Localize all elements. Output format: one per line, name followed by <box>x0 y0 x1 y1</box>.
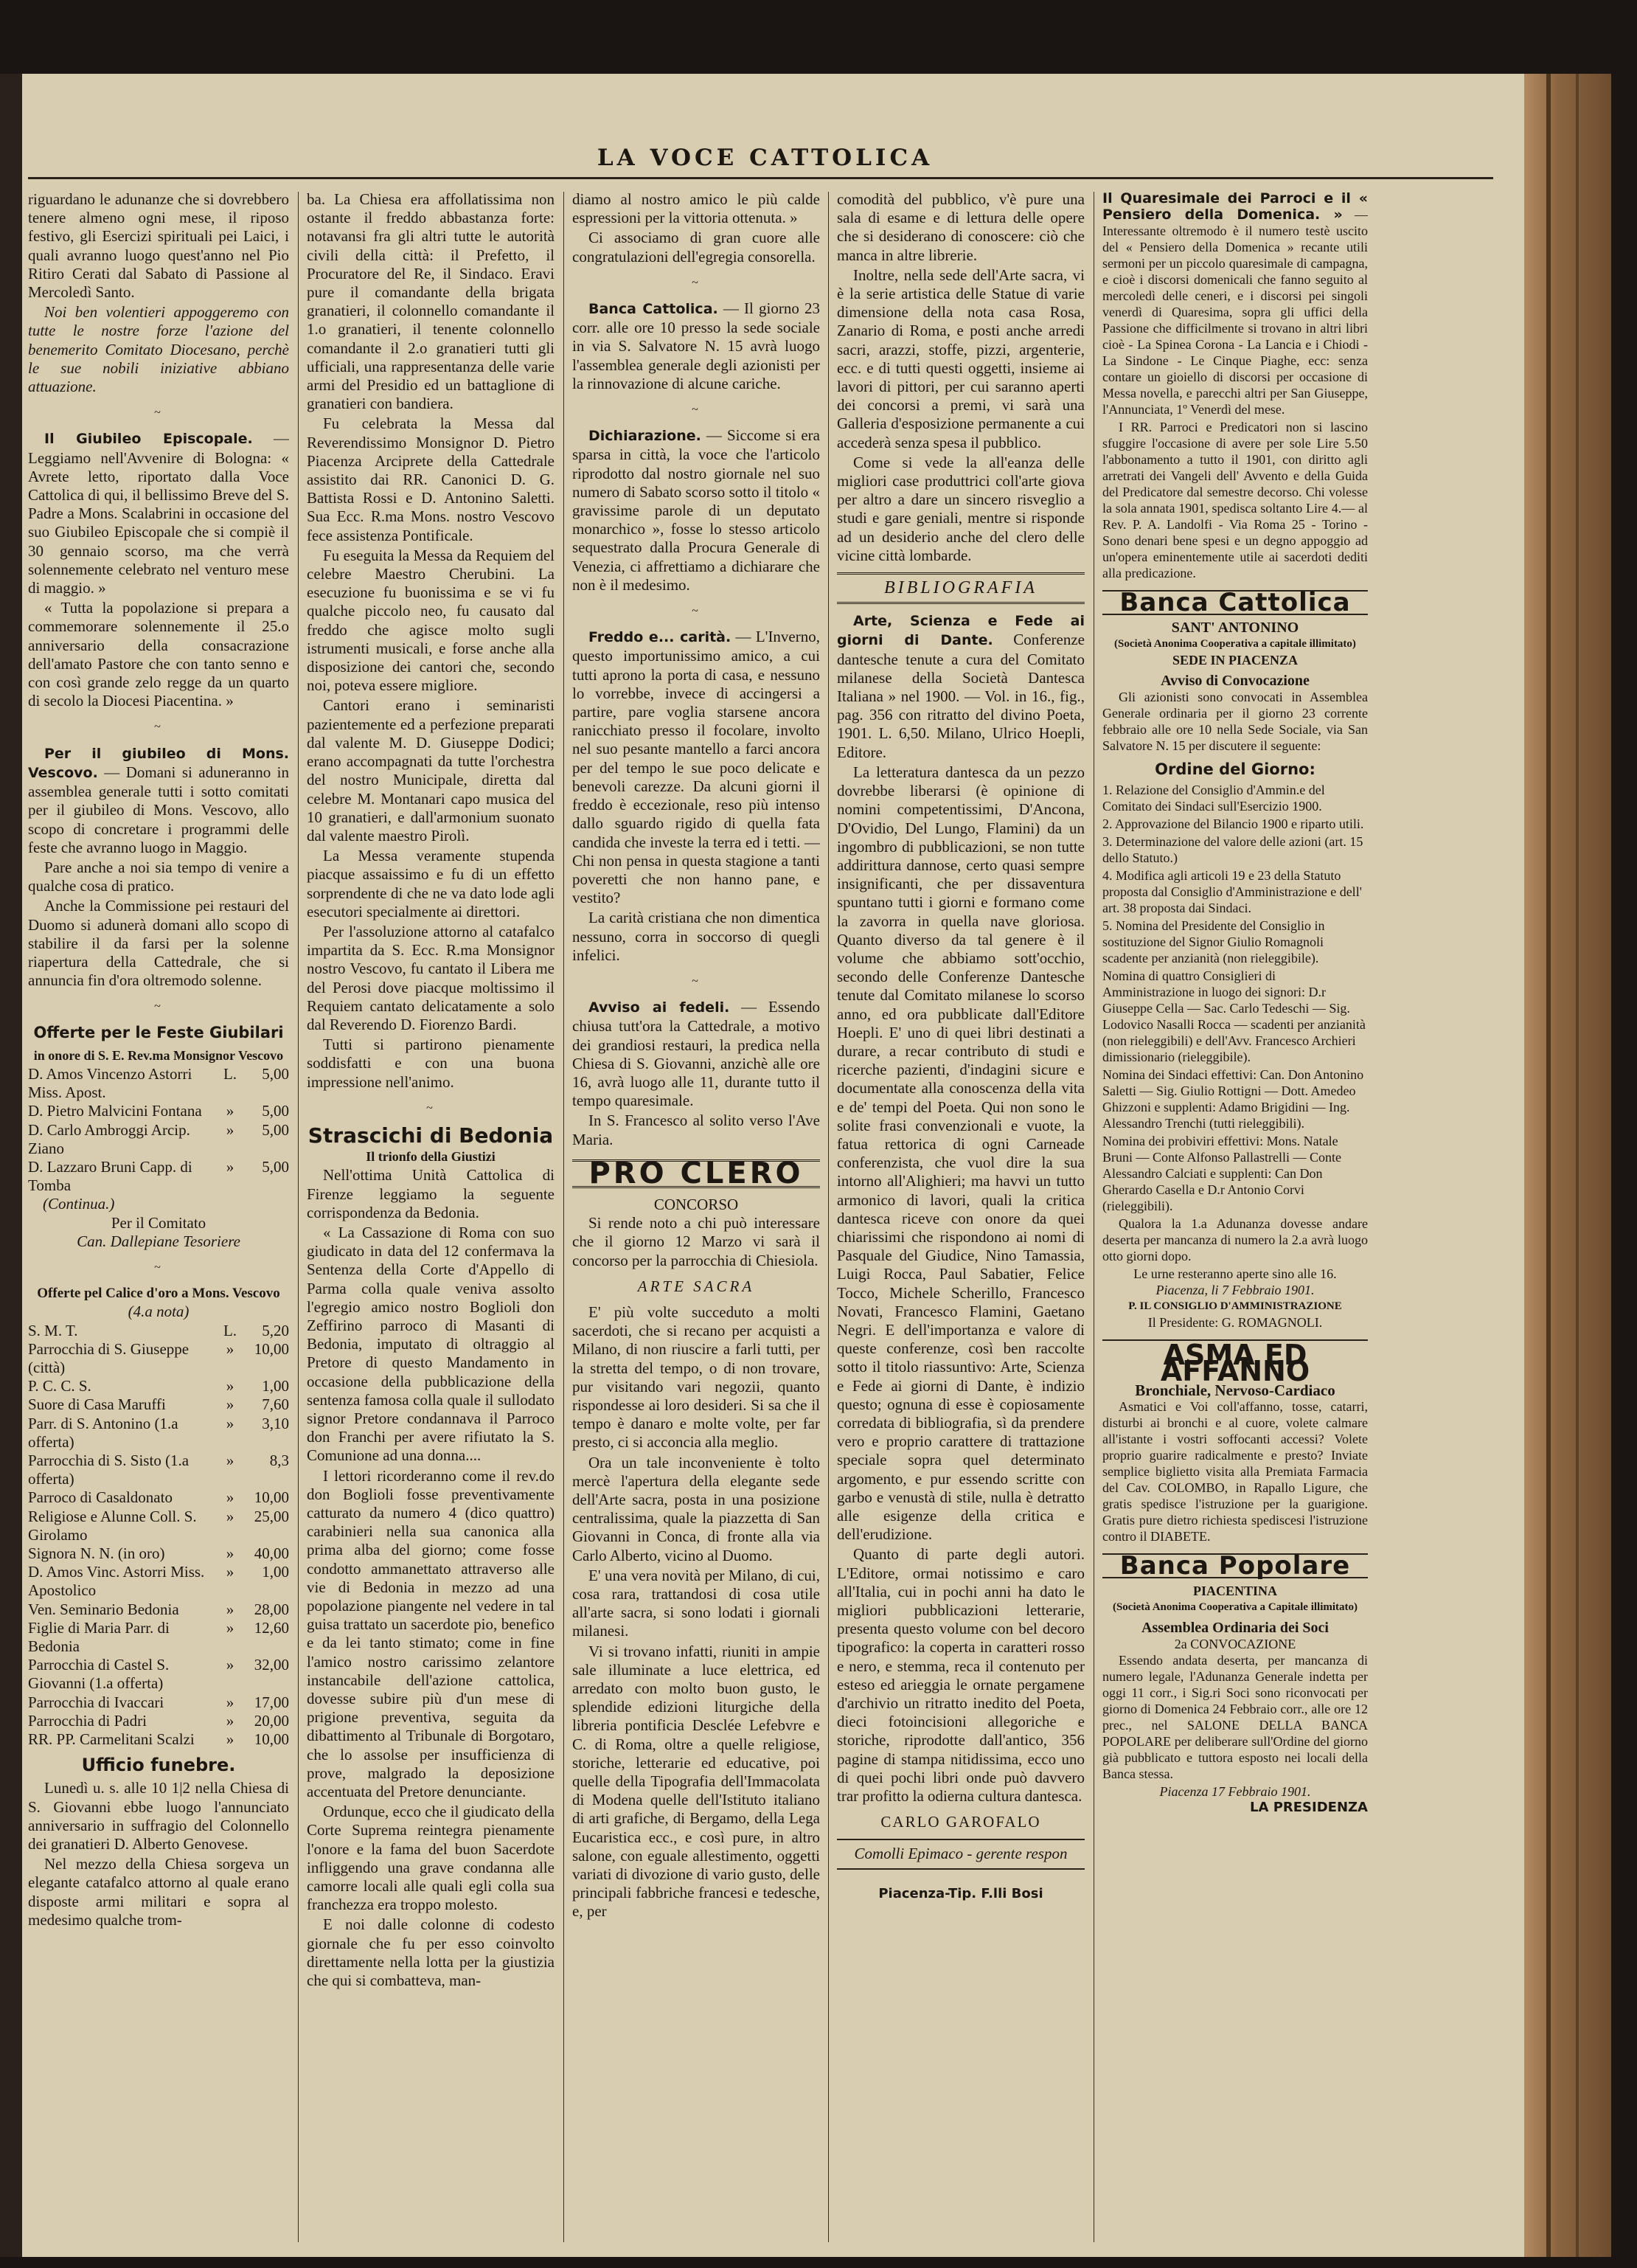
continued-note: (Continua.) <box>43 1195 115 1213</box>
donation-row <box>28 1563 289 1600</box>
amount: 12,60 <box>254 1618 289 1637</box>
paragraph: Essendo andata deserta, per mancanza di numero legale, l'Adunanza Generale indetta per oggi 11 corr., i Sig.ri Soci sono riconvocati per giorno di Domenica 24 Febbraio corr., alle ore 12 prec., nel SALONE DELLA BANCA POPOLARE per deliberare sull'Ordine del giorno già pubblicato e tuttora esposto nei locali della Banca stessa. <box>1102 1653 1368 1781</box>
paragraph: I lettori ricorderanno come il rev.do don Boglioli fosse preventivamente catturato da numero 4 (dico quattro) carabinieri nella sua canonica alla prima alba del giorno; come fosse condotto ammanettato attraverso alle vie di Bedonia in mezzo ad una popolazione piangente nel vedere in tal guisa trattato un sacerdote pio, benefico e da lei tanto stimato; come in fine l'amico nostro carissimo zelantore instancabile dell'azione cattolica, dovesse subire più d'un mese di prigione preventiva, seguita da dibattimento al Tribunale di Borgotaro, che lo assolse per insufficienza di prove, malgrado la deposizione accentuata del Pretore denunciante. <box>307 1466 555 1801</box>
amount: 10,00 <box>254 1488 289 1507</box>
currency: » <box>226 1656 234 1674</box>
amount: 1,00 <box>262 1377 289 1395</box>
paragraph: riguardano le adunanze che si dovrebbero tenere almeno ogni mese, il riposo festivo, gli Esercizi spirituali pei Laici, i quali avranno luogo quest'anno nel Pio Ritiro Cerati dal Sabato di Passione al Mercoledì Santo. <box>28 190 289 302</box>
currency: » <box>226 1488 234 1507</box>
paragraph: La Messa veramente stupenda piacque assaissimo e fu di un effetto sorprendente di che ne va dato lode agli esecutori specialmente ai direttori. <box>307 847 555 920</box>
binding-spine <box>1524 74 1611 2257</box>
section-banner: BIBLIOGRAFIA <box>837 572 1085 604</box>
paragraph: Come si vede la all'eanza delle migliori case produttrici coll'arte giova per altro a dare un sincero risveglio a studi e gare geniali, mentre si risponde ad un desiderio anche del clero delle vicine città lombarde. <box>837 453 1085 564</box>
donor-name: Suore di Casa Maruffi <box>28 1395 166 1414</box>
donor-name: Figlie di Maria Parr. di Bedonia <box>28 1618 170 1656</box>
donor-name: Parrocchia di S. Giuseppe (città) <box>28 1339 190 1376</box>
currency: » <box>226 1507 234 1525</box>
donation-row <box>28 1712 289 1730</box>
donation-row <box>28 1544 289 1563</box>
article-text: — Leggiamo nell'Avvenire di Bologna: « Avrete letto, riportato dalla Voce Cattolica di qui, il bellissimo Breve del S. Padre a Mons. Scalabrini in occasione del suo Giubileo Episcopale che si compiè il 30 gennaio scorso, ma che verrà solennemente celebrato nel venturo mese di maggio. » <box>28 429 289 597</box>
donation-list <box>28 1065 289 1195</box>
separator: ~ <box>154 1260 163 1274</box>
agenda-item: 1. Relazione del Consiglio d'Ammin.e del Comitato dei Sindaci sull'Esercizio 1900. <box>1102 783 1325 814</box>
ad-heading: Assemblea Ordinaria dei Soci <box>1141 1620 1329 1636</box>
article-title: Strascichi di Bedonia <box>307 1123 554 1148</box>
donation-row <box>28 1102 289 1120</box>
paragraph: Quanto di parte degli autori. L'Editore, ormai notissimo e caro all'Italia, cui in pochi anni ha dato le migliori pubblicazioni letterarie, presenta questo volume con bel decoro tipografico: la coperta in caratteri rosso e nero, e stemma, reca il contenuto per esteso ed arieggia le ornate pergamene d'archivio un ritratto inedito del Poeta, dieci fotoincisioni allegoriche e storiche, riprodotte dall'antico, 356 pagine di stampa nitidissima, ecco uno di quei pochi libri onde può davvero trar profitto la odierna cultura dantesca. <box>837 1545 1085 1806</box>
currency: » <box>226 1395 234 1414</box>
amount: 5,00 <box>262 1064 289 1083</box>
author-signature: CARLO GAROFALO <box>880 1813 1041 1831</box>
currency: » <box>226 1339 234 1358</box>
currency: » <box>226 1711 234 1730</box>
donor-name: Parrocchia di Castel S. Giovanni (1.a offerta) <box>28 1656 170 1693</box>
article-text: Conferenze dantesche tenute a cura del Comitato milanese della Società Dantesca Italiana » nel 1900. — Vol. in 16., fig., pag. 356 con ritratto del divino Poeta, 1901. L. 6,50. Milano, Ulrico Hoepli, Editore. <box>837 631 1085 761</box>
paragraph: Nell'ottima Unità Cattolica di Firenze leggiamo la seguente corrispondenza da Bedonia. <box>307 1166 555 1221</box>
agenda-item: Nomina dei Sindaci effettivi: Can. Don Antonino Saletti — Sig. Giulio Rottigni — Dott. Amedeo Ghizzoni e supplenti: Adamo Brigidini — Ing. Alessandro Trenchi (tutti rieleggibili). <box>1102 1067 1364 1131</box>
paragraph: Inoltre, nella sede dell'Arte sacra, vi è la serie artistica delle Statue di varie dimensione della nota casa Rosa, Zanario di Roma, e posti anche arredi sacri, arazzi, stoffe, pizzi, argenterie, ecc. e di tutti questi oggetti, insieme ai lavori di pittori, per cui saranno aperti dei concorsi a premi, vi sarà una Galleria d'esposizione permanente a cui accederà senza spesa il pubblico. <box>837 266 1085 451</box>
donation-row <box>28 1730 289 1749</box>
currency: L. <box>223 1321 237 1339</box>
article-title: Freddo e... carità. <box>588 629 731 646</box>
amount: 1,00 <box>262 1563 289 1581</box>
separator: ~ <box>426 1101 435 1114</box>
paragraph: Anche la Commissione pei restauri del Duomo si adunerà domani allo scopo di stabilire il da farsi per la solenne riapertura della Cattedrale, che si annuncia fin d'ora oltremodo solenne. <box>28 897 289 990</box>
agenda-list <box>1102 782 1368 1214</box>
committee-label: Per il Comitato <box>111 1213 206 1232</box>
article-text: — Essendo chiusa tutt'ora la Cattedrale, a motivo dei grandiosi restauri, la predica nella Chiesa di S. Giovanni, anzichè alle ore 16, avrà luogo alle 11, durante tutto il tempo quaresimale. <box>572 998 820 1110</box>
article-title: Il Giubileo Episcopale. <box>44 431 253 448</box>
paragraph: Gli azionisti sono convocati in Assemblea Generale ordinaria per il giorno 23 corrente febbraio alle ore 10 nella Sede Sociale, via San Salvatore N. 15 per discutere il seguente: <box>1102 690 1368 753</box>
ad-title: ASMA ED AFFANNO <box>1102 1339 1368 1379</box>
amount: 17,00 <box>254 1693 289 1711</box>
donor-name: Parrocchia di Ivaccari <box>28 1693 164 1711</box>
donation-row <box>28 1322 289 1340</box>
donor-name: Parr. di S. Antonino (1.a offerta) <box>28 1414 178 1451</box>
paragraph: Qualora la 1.a Adunanza dovesse andare deserta per mancanza di numero la 2.a avrà luogo otto giorni dopo. <box>1102 1216 1368 1263</box>
article-title: Avviso ai fedeli. <box>588 999 730 1016</box>
agenda-item: Nomina di quattro Consiglieri di Amministrazione in luogo dei signori: D.r Giuseppe Cella — Sac. Carlo Tedeschi — Sig. Lodovico Nasalli Rocca — scadenti per anzianità (non rieleggibili) e dell'Avv. Francesco Archieri dimissionario (rieleggibile). <box>1102 968 1366 1064</box>
currency: » <box>226 1693 234 1711</box>
donation-row <box>28 1065 289 1102</box>
column-rule <box>298 192 299 2242</box>
donor-name: P. C. C. S. <box>28 1377 91 1395</box>
ad-subtitle: PIACENTINA <box>1192 1584 1277 1598</box>
donation-row <box>28 1415 289 1452</box>
currency: » <box>226 1414 234 1432</box>
agenda-title: Ordine del Giorno: <box>1155 760 1315 778</box>
column-rule <box>563 192 564 2242</box>
newspaper-page <box>15 74 1611 2257</box>
date-line: Piacenza 17 Febbraio 1901. <box>1159 1784 1311 1799</box>
donor-name: D. Pietro Malvicini Fontana <box>28 1102 202 1120</box>
paragraph: Fu celebrata la Messa dal Reverendissimo Monsignor D. Pietro Piacenza Arciprete della Cattedrale assistito dai RR. Canonici D. G. Battista Rossi e D. Antonino Saletti. Sua Ecc. R.ma Mons. nostro Vescovo fece assistenza Pontificale. <box>307 415 555 544</box>
article-title: Per il giubileo di Mons. Vescovo. <box>28 745 289 781</box>
article-title: Dichiarazione. <box>588 428 701 445</box>
date-line: Piacenza, li 7 Febbraio 1901. <box>1155 1283 1315 1297</box>
amount: 10,00 <box>254 1730 289 1749</box>
amount: 10,00 <box>254 1339 289 1358</box>
amount: 25,00 <box>254 1507 289 1525</box>
donation-row <box>28 1508 289 1544</box>
paragraph: Le urne resteranno aperte sino alle 16. <box>1133 1266 1337 1281</box>
paragraph: E' una vera novità per Milano, di cui, cosa rara, trattandosi di cosa utile all'arte sacra, si sono lodati i giornali milanesi. <box>572 1566 820 1640</box>
section-subtitle: ARTE SACRA <box>637 1277 755 1295</box>
separator: ~ <box>692 276 701 289</box>
masthead: LA VOCE CATTOLICA <box>597 145 934 171</box>
currency: » <box>226 1452 234 1469</box>
article-title: Ufficio funebre. <box>81 1755 236 1776</box>
donor-name: D. Carlo Ambroggi Arcip. Ziano <box>28 1120 190 1157</box>
donation-row <box>28 1395 289 1414</box>
donation-row <box>28 1619 289 1656</box>
paragraph: Vi si trovano infatti, riuniti in ampie sale illuminate a luce elettrica, ed arredato con molto buon gusto, le splendide edizioni liturgiche della libreria pontificia Desclée Lefebvre e C. di Roma, oltre a quelle religiose, storiche, letterarie ed educative, poi quelle della Tipografia dell'Immacolata di Modena quelle dell'Istituto italiano di arti grafiche, di Bergamo, della Lega Eucaristica ecc., e così pure, in altro salone, con eguale allestimento, oggetti variati di divozione di vario gusto, delle principali fabbriche francesi e tedesche, e, per <box>572 1642 820 1921</box>
printer-line: Piacenza-Tip. F.lli Bosi <box>878 1885 1043 1901</box>
section-subtitle: in onore di S. E. Rev.ma Monsignor Vescovo <box>33 1047 284 1063</box>
amount: 20,00 <box>254 1711 289 1730</box>
separator: ~ <box>154 406 163 420</box>
donor-name: S. M. T. <box>28 1321 78 1339</box>
currency: » <box>226 1377 234 1395</box>
section-title: Offerte pel Calice d'oro a Mons. Vescovo <box>37 1286 280 1302</box>
article-text: — Siccome si era sparsa in città, la voce che l'articolo riprodotto dal nostro giornale nel suo numero di Sabato scorso sotto il titolo « gravissime parole di un deputato monarchico », fosse lo stesso articolo sequestrato dalla Procura Generale di Venezia, ci affrettiamo a dichiarare che non è il medesimo. <box>572 426 820 594</box>
currency: » <box>226 1618 234 1637</box>
ad-subtitle: Bronchiale, Nervoso-Cardiaco <box>1135 1381 1335 1399</box>
paragraph: Per l'assoluzione attorno al catafalco impartita da S. Ecc. R.ma Monsignor nostro Vescovo, fu cantato il Libera me del Perosi dove piacque moltissimo il Requiem cantato delicatamente a solo dal Reverendo D. Fiorenzo Bardi. <box>307 922 555 1033</box>
ad-subtitle: SEDE IN PIACENZA <box>1172 653 1299 667</box>
donation-row <box>28 1656 289 1693</box>
article-title: Banca Cattolica. <box>588 301 718 318</box>
separator: ~ <box>154 1000 163 1013</box>
separator: ~ <box>692 403 701 417</box>
ad-heading: Avviso di Convocazione <box>1161 673 1310 689</box>
paragraph: Ci associamo di gran cuore alle congratulazioni dell'egregia consorella. <box>572 229 820 266</box>
ad-subtitle: 2a CONVOCAZIONE <box>1174 1637 1296 1651</box>
paragraph: diamo al nostro amico le più calde espressioni per la vittoria ottenuta. » <box>572 190 820 227</box>
donation-row <box>28 1601 289 1619</box>
ad-subtitle: SANT' ANTONINO <box>1171 620 1299 636</box>
donor-name: Religiose e Alunne Coll. S. Girolamo <box>28 1507 197 1544</box>
amount: 7,60 <box>262 1395 289 1414</box>
signature-line: Il Presidente: G. ROMAGNOLI. <box>1147 1315 1323 1330</box>
ad-subtitle: (Società Anonima Cooperativa a capitale illimitato) <box>1114 638 1356 650</box>
donor-name: Parroco di Casaldonato <box>28 1488 173 1507</box>
paragraph: comodità del pubblico, v'è pure una sala di esame e di lettura delle opere che si desiderano di conoscere: ciò che manca in altre librerie. <box>837 190 1085 264</box>
paragraph: I RR. Parroci e Predicatori non si lascino sfuggire l'occasione di avere per sole Lire 5.50 l'abbonamento a tutto il 1901, con diritto agli arretrati dei Vangeli dell' Avvento e della Guida del Predicatore dal semestre decorso. Chi volesse la sola annata 1901, spedisca soltanto Lire 4.— al Rev. P. A. Landolfi - Via Roma 25 - Torino - Sono denari bene spesi e un degno appoggio ad un'opera eminentemente utile ai sacerdoti dediti alla predicazione. <box>1102 420 1368 580</box>
donor-name: D. Amos Vinc. Astorri Miss. Apostolico <box>28 1563 205 1600</box>
amount: 32,00 <box>254 1656 289 1674</box>
amount: 28,00 <box>254 1600 289 1618</box>
donation-row <box>28 1377 289 1395</box>
column-rule <box>828 192 829 2242</box>
header-rule <box>28 177 1493 179</box>
paragraph: Si rende noto a chi può interessare che il giorno 12 Marzo vi sarà il concorso per la parrocchia di Chiesiola. <box>572 1214 820 1269</box>
section-title: Offerte per le Feste Giubilari <box>33 1023 284 1041</box>
paragraph: Tutti si partirono pienamente soddisfatti e con una buona impressione nell'animo. <box>307 1036 555 1091</box>
paragraph: Fu eseguita la Messa da Requiem del celebre Maestro Cherubini. La esecuzione fu buonissima e se vi fu qualche piccolo neo, fu causato dal freddo che agisce molto sugli istrumenti musicali, e forse anche alla disposizione dei cantori che, secondo noi, poteva essere migliore. <box>307 546 555 695</box>
ad-subtitle: (Società Anonima Cooperativa a Capitale illimitato) <box>1112 1601 1358 1613</box>
currency: » <box>226 1730 234 1749</box>
article-title: Arte, Scienza e Fede ai giorni di Dante. <box>837 613 1085 649</box>
signature-line: P. IL CONSIGLIO D'AMMINISTRAZIONE <box>1128 1300 1342 1312</box>
donor-name: Parrocchia di Padri <box>28 1711 147 1730</box>
column-5 <box>1102 190 1368 2255</box>
currency: » <box>226 1544 234 1563</box>
currency: L. <box>223 1064 237 1083</box>
agenda-item: 3. Determinazione del valore delle azioni (art. 15 dello Statuto.) <box>1102 834 1363 865</box>
paragraph: Pare anche a noi sia tempo di venire a qualche cosa di pratico. <box>28 858 289 895</box>
article-text: — Domani si aduneranno in assemblea generale tutti i sotto comitati per il giubileo di Mons. Vescovo, allo scopo di concretare i programmi delle feste che avranno luogo in Maggio. <box>28 763 289 856</box>
donor-name: Parrocchia di S. Sisto (1.a offerta) <box>28 1452 190 1488</box>
currency: » <box>226 1563 234 1581</box>
paragraph: La letteratura dantesca da un pezzo dovrebbe liberarsi (è opinione di nomini competentissimi, D'Ancona, D'Ovidio, Del Lungo, Flamini) da un ingombro di pubblicazioni, se non tutte addirittura dannose, certo quasi sempre insignificanti, che per dissaventura spuntano tutti i giorni e formano come la zavorra in quella nave gloriosa. Quanto diverso da tal genere è il volume che abbiamo sott'occhio, secondo delle Conferenze Dantesche tenute dal Comitato milanese lo scorso anno, ed ora pubblicate dall'Editore Hoepli. E' uno di quei libri destinati a durare, a recar contributo di studi e ricerche pazienti, d'indagini sicure e documentate alla conoscenza della vita e de' tempi del Poeta. Qui non sono le solite frasi convenzionali e vuote, la fatua rettorica di ogni Carneade conferenzista, che vuol dire la sua intorno all'Alighieri; ma havvi un tutto armonico di lavori, quali la critica dantesca riceve con onore da quei chiarissimi che rispondono ai nomi di Pasquale del Giudice, Nino Tamassia, Luigi Rocca, Paul Sabatier, Felice Tocco, Michele Scherillo, Francesco Novati, Francesco Flamini, Gaetano Negri. E dell'importanza e valore di queste conferenze, così ben raccolte sotto il titolo riassuntivo: Arte, Scienza e Fede ai giorni di Dante, è indizio questo; ognuna di esse è copiosamente corredata di bibliografia, sì da prendere vero e proprio carattere di trattazione speciale sopra quel determinato argomento, e pur essendo scritte con garbo e venustà di stile, nulla è detratto alle esigenze della critica e dell'erudizione. <box>837 763 1085 1544</box>
editor-line: Comolli Epimaco - gerente respon <box>837 1839 1085 1869</box>
section-subtitle: (4.a nota) <box>128 1303 190 1321</box>
article-text: — Interessante oltremodo è il numero testè uscito del « Pensiero della Domenica » recante utili sermoni per un piccolo quaresimale di campagna, e cioè i discorsi domenicali che fanno seguito al mercoledì delle ceneri, e i discorsi pei singoli venerdì di Quaresima, sopra gli uffici della Passione che difficilmente si trovano in altri libri cioè - La Spinea Corona - La Lancia e i Chiodi - La Sindone - Le Cinque Piaghe, ecc: senza contare un gioiello di discorsi per occasione di Messa novella, e parecchi altri per San Giuseppe, l'Annunciata, 1º Venerdì del mese. <box>1102 207 1368 417</box>
currency: » <box>226 1120 234 1139</box>
article-text: — Il giorno 23 corr. alle ore 10 presso la sede sociale in via S. Salvatore N. 15 avrà luogo l'assemblea generale degli azionisti per la rinnovazione di alcune cariche. <box>572 299 820 392</box>
amount: 5,00 <box>262 1102 289 1120</box>
paragraph: La carità cristiana che non dimentica nessuno, corra in soccorso di quegli infelici. <box>572 909 820 964</box>
paragraph: Cantori erano i seminaristi pazientemente ed a perfezione preparati dal valente M. D. Giuseppe Dodici; erano accompagnati da tutte l'orchestra del nostro Municipale, diretta dal celebre M. Montanari capo musica del 10 granatieri, e dall'armonium suonato dal valente maestro Pirolì. <box>307 696 555 845</box>
ad-title: Banca Cattolica <box>1102 590 1368 615</box>
page-shadow <box>0 74 22 2257</box>
paragraph: « Tutta la popolazione si prepara a commemorare solennemente il 25.o anniversario della consacrazione dell'amato Pastore che con tanto senno e con così grande zelo regge da un quarto di secolo la Diocesi Piacentina. » <box>28 599 289 710</box>
donation-row <box>28 1121 289 1158</box>
amount: 5,20 <box>262 1321 289 1339</box>
agenda-item: 2. Approvazione del Bilancio 1900 e riparto utili. <box>1102 816 1364 831</box>
agenda-item: Nomina dei probiviri effettivi: Mons. Natale Bruni — Conte Alfonso Pallastrelli — Conte Alessandro Calciati e supplenti: Can Don Gherardo Casella e D.r Antonio Corvi (rieleggibili). <box>1102 1134 1341 1213</box>
paragraph: E' più volte succeduto a molti sacerdoti, che si recano per acquisti a Milano, di non riuscire a farli tutti, per la stretta del tempo, o di non trovare, pur visitando vari negozii, quanto rispondesse ai loro desideri. Si sa che il tempo è danaro e molte volte, per far presto, ci si acconcia alla meglio. <box>572 1303 820 1452</box>
article-text: — L'Inverno, questo importunissimo amico, a cui tutti aprono la porta di casa, e nessuno lo vorrebbe, invece di accingersi a partire, pare voglia starsene ancora ranicchiato presso il focolare, involto nel suo pesante mantello a farci ancora per del tempo le sue poco delicate e benevoli carezze. Da alcuni giorni il freddo è eccezionale, reso più intenso dallo sguardo rigido di quella fata candida che investe la terra ed i tetti. — Chi non pensa in questa stagione a tanti poveretti che non hanno pane, e vestito? <box>572 628 820 907</box>
donation-list <box>28 1322 289 1749</box>
separator: ~ <box>692 974 701 988</box>
separator: ~ <box>154 721 163 734</box>
amount: 5,00 <box>262 1120 289 1139</box>
paragraph: Ora un tale inconveniente è tolto mercè l'apertura della elegante sede dell'Arte sacra, posta in una posizione centralissima, quale la piazzetta di San Giovanni in Conca, di fronte alla via Carlo Alberto, vicino al Duomo. <box>572 1453 820 1564</box>
paragraph: « La Cassazione di Roma con suo giudicato in data del 12 confermava la Sentenza della Corte d'Appello di Parma colla quale veniva assolto l'egregio amico nostro Boglioli don Zeffirino parroco di Masanti di Bedonia, imputato di oltraggio al Pretore di questo Mandamento in occasione della pubblicazione della sentenza famosa colla quale il sullodato signor Pretore condannava il Parroco don Franchi per avere rifiutato la S. Comunione ad una donna.... <box>307 1223 555 1465</box>
donor-name: Signora N. N. (in oro) <box>28 1544 165 1563</box>
column-4 <box>837 190 1085 2255</box>
donor-name: D. Lazzaro Bruni Capp. di Tomba <box>28 1157 192 1195</box>
donor-name: RR. PP. Carmelitani Scalzi <box>28 1730 195 1749</box>
paragraph: ba. La Chiesa era affollatissima non ostante il freddo abbastanza forte: notavansi fra gli altri tutte le autorità civili della città: il Prefetto, il Procuratore del Re, il Sindaco. Eravi pure il comandante della brigata granatieri, il colonnello comandante il 1.o granatieri, il tenente colonnello comandante il 2.o granatieri tutti gli ufficiali, una rappresentanza delle varie armi del Presidio ed un battaglione di granatieri con bandiera. <box>307 190 555 413</box>
ad-title: Banca Popolare <box>1102 1553 1368 1578</box>
agenda-item: 5. Nomina del Presidente del Consiglio in sostituzione del Signor Giulio Romagnoli scadente per anzianità (non rieleggibile). <box>1102 918 1325 965</box>
currency: » <box>226 1102 234 1120</box>
amount: 5,00 <box>262 1157 289 1176</box>
donor-name: D. Amos Vincenzo Astorri Miss. Apost. <box>28 1064 192 1102</box>
paragraph: E noi dalle colonne di codesto giornale che fu per esso coinvolto direttamente nella lotta per la giustizia che qui si combatteva, man- <box>307 1915 555 1990</box>
article-title: Il Quaresimale dei Parroci e il « Pensiero della Domenica. » <box>1102 190 1368 223</box>
paragraph: Nel mezzo della Chiesa sorgeva un elegante catafalco attorno al quale erano disposte armi militari e sopra al medesimo qualche trom- <box>28 1855 289 1929</box>
paragraph: Ordunque, ecco che il giudicato della Corte Suprema reintegra pienamente l'onore e la fama del buon Sacerdote infliggendo una grave condanna alle camorre locali alle quali egli colla sua franchezza era troppo molesto. <box>307 1803 555 1914</box>
column-1 <box>28 190 289 2255</box>
paragraph: Lunedì u. s. alle 10 1|2 nella Chiesa di S. Giovanni ebbe luogo l'annunciato anniversario in suffragio del Colonnello dei granatieri D. Alberto Genovese. <box>28 1779 289 1853</box>
agenda-item: 4. Modifica agli articoli 19 e 23 della Statuto proposta dal Consiglio d'Amministrazione e dell' art. 38 proposta dai Sindaci. <box>1102 868 1362 915</box>
donation-row <box>28 1693 289 1712</box>
column-3 <box>572 190 820 2255</box>
donation-row <box>28 1452 289 1488</box>
section-subtitle: CONCORSO <box>653 1195 739 1213</box>
column-2 <box>307 190 555 2255</box>
paragraph: Asmatici e Voi coll'affanno, tosse, catarri, disturbi ai bronchi e al cuore, volete calmare all'istante i vostri soffocanti accessi? Volete proprio guarire radicalmente e presto? Inviate semplice biglietto visita alla Premiata Farmacia del Cav. COLOMBO, in Rapallo Ligure, che gratis spedisce l'istruzione per la guarigione. Gratis pure dietro richiesta spediscesi l'istruzione contro il DIABETE. <box>1102 1399 1368 1544</box>
treasurer-label: Can. Dallepiane Tesoriere <box>77 1232 240 1250</box>
amount: 8,3 <box>269 1452 289 1469</box>
currency: » <box>226 1157 234 1176</box>
donation-row <box>28 1340 289 1377</box>
signature-line: LA PRESIDENZA <box>1250 1800 1368 1815</box>
donation-row <box>28 1488 289 1507</box>
paragraph: Noi ben volentieri appoggeremo con tutte le nostre forze l'azione del benemerito Comitato Diocesano, perchè le sue nobili iniziative abbiano attuazione. <box>28 303 289 396</box>
paragraph: In S. Francesco al solito verso l'Ave Maria. <box>572 1112 820 1148</box>
section-banner: PRO CLERO <box>572 1159 820 1188</box>
amount: 3,10 <box>262 1414 289 1432</box>
currency: » <box>226 1600 234 1618</box>
article-subtitle: Il trionfo della Giustizi <box>366 1149 496 1165</box>
amount: 40,00 <box>254 1544 289 1563</box>
donation-row <box>28 1158 289 1195</box>
separator: ~ <box>692 605 701 618</box>
donor-name: Ven. Seminario Bedonia <box>28 1600 179 1618</box>
